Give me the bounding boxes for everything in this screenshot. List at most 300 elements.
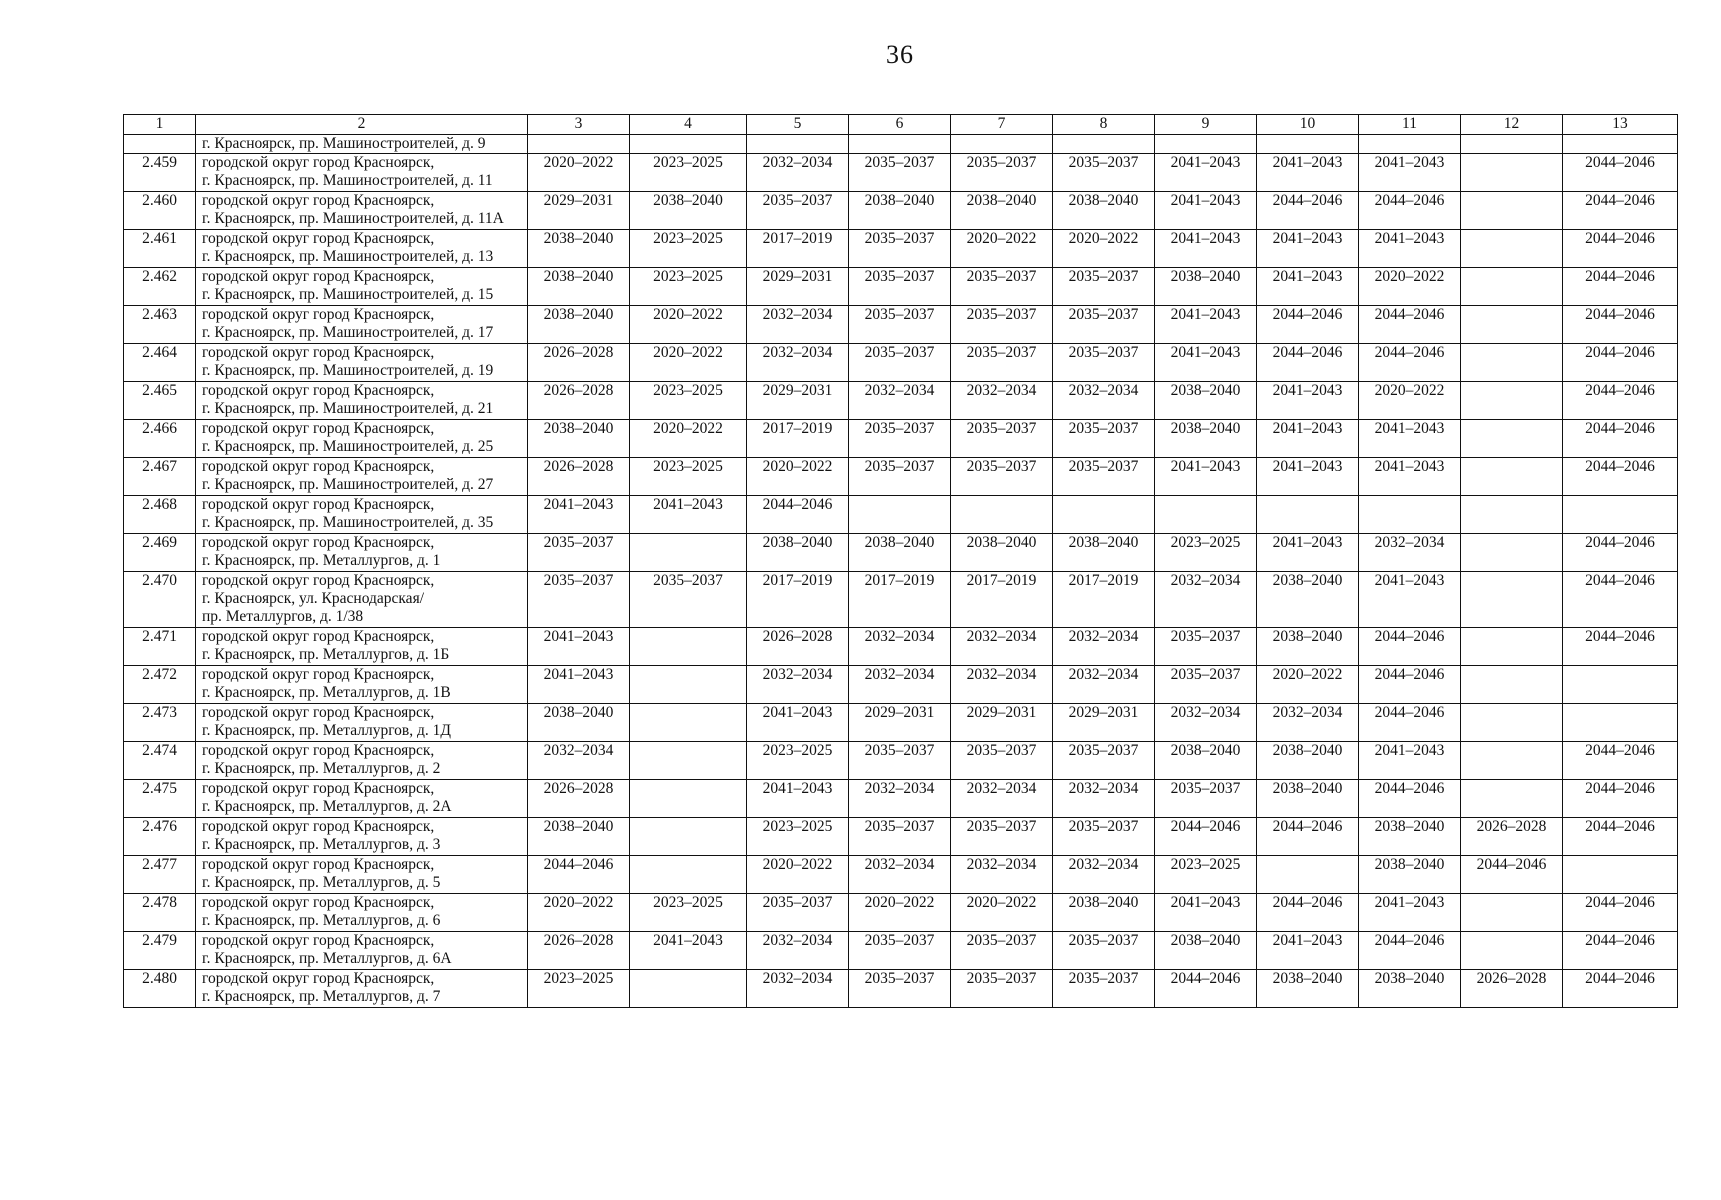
period-cell: 2032–2034 [1053,856,1155,894]
table-row [124,970,1678,1008]
period-cell [630,135,747,154]
period-cell [1257,856,1359,894]
table-row [124,344,1678,382]
period-cell: 2044–2046 [1563,818,1678,856]
period-cell [1563,704,1678,742]
period-cell: 2035–2037 [1053,970,1155,1008]
period-cell: 2041–2043 [1155,230,1257,268]
period-cell: 2038–2040 [1359,856,1461,894]
table-row [124,628,1678,666]
period-cell: 2026–2028 [528,932,630,970]
period-cell [1461,628,1563,666]
period-cell: 2038–2040 [849,192,951,230]
period-cell: 2038–2040 [1155,420,1257,458]
period-cell [1461,458,1563,496]
period-cell: 2038–2040 [1257,970,1359,1008]
period-cell: 2035–2037 [951,420,1053,458]
table-row [124,572,1678,628]
row-number-cell: 2.460 [124,192,196,230]
period-cell: 2038–2040 [1053,192,1155,230]
period-cell [1563,666,1678,704]
address-cell: городской округ город Красноярск, г. Красноярск, ул. Краснодарская/ пр. Металлургов, д. 1/38 [196,572,528,628]
table-row [124,496,1678,534]
address-cell: городской округ город Красноярск, г. Красноярск, пр. Металлургов, д. 1Б [196,628,528,666]
period-cell [1257,135,1359,154]
period-cell: 2032–2034 [1053,666,1155,704]
table-row [124,230,1678,268]
period-cell: 2041–2043 [528,666,630,704]
period-cell [849,135,951,154]
period-cell [1053,496,1155,534]
period-cell: 2038–2040 [1257,628,1359,666]
period-cell: 2023–2025 [630,894,747,932]
period-cell [1461,420,1563,458]
period-cell [1461,894,1563,932]
period-cell: 2038–2040 [1155,268,1257,306]
period-cell: 2029–2031 [528,192,630,230]
period-cell: 2044–2046 [1359,932,1461,970]
period-cell [1461,135,1563,154]
period-cell: 2020–2022 [849,894,951,932]
row-number-cell: 2.459 [124,154,196,192]
period-cell: 2038–2040 [1053,534,1155,572]
address-cell: городской округ город Красноярск, г. Красноярск, пр. Металлургов, д. 2 [196,742,528,780]
period-cell [1461,666,1563,704]
address-cell: городской округ город Красноярск, г. Красноярск, пр. Машиностроителей, д. 35 [196,496,528,534]
repair-schedule-table [123,114,1678,1008]
column-header: 7 [951,115,1053,135]
period-cell: 2032–2034 [1155,572,1257,628]
column-header: 12 [1461,115,1563,135]
period-cell: 2035–2037 [951,306,1053,344]
period-cell [1461,268,1563,306]
column-header: 1 [124,115,196,135]
period-cell: 2044–2046 [1359,780,1461,818]
period-cell: 2041–2043 [1257,420,1359,458]
period-cell: 2029–2031 [951,704,1053,742]
period-cell: 2044–2046 [1257,306,1359,344]
table-row [124,154,1678,192]
period-cell: 2035–2037 [849,230,951,268]
row-number-cell: 2.465 [124,382,196,420]
address-cell: городской округ город Красноярск, г. Красноярск, пр. Металлургов, д. 5 [196,856,528,894]
period-cell: 2020–2022 [747,458,849,496]
period-cell: 2041–2043 [1155,192,1257,230]
period-cell: 2041–2043 [1257,932,1359,970]
period-cell: 2032–2034 [1155,704,1257,742]
period-cell: 2041–2043 [1359,420,1461,458]
page-number: 36 [886,40,914,69]
period-cell: 2023–2025 [630,458,747,496]
period-cell: 2044–2046 [1257,818,1359,856]
row-number-cell: 2.467 [124,458,196,496]
period-cell: 2038–2040 [1155,382,1257,420]
period-cell [1563,496,1678,534]
period-cell: 2029–2031 [1053,704,1155,742]
column-header: 2 [196,115,528,135]
period-cell: 2032–2034 [951,628,1053,666]
period-cell: 2035–2037 [951,818,1053,856]
column-header: 9 [1155,115,1257,135]
period-cell: 2044–2046 [1257,344,1359,382]
row-number-cell: 2.476 [124,818,196,856]
period-cell: 2044–2046 [1461,856,1563,894]
period-cell: 2038–2040 [849,534,951,572]
period-cell: 2032–2034 [1257,704,1359,742]
row-number-cell: 2.478 [124,894,196,932]
period-cell: 2020–2022 [630,420,747,458]
row-number-cell: 2.463 [124,306,196,344]
period-cell: 2023–2025 [528,970,630,1008]
period-cell: 2035–2037 [1053,268,1155,306]
period-cell: 2038–2040 [1257,780,1359,818]
row-number-cell: 2.480 [124,970,196,1008]
period-cell [630,818,747,856]
period-cell: 2032–2034 [951,856,1053,894]
period-cell: 2029–2031 [849,704,951,742]
period-cell [630,856,747,894]
row-number-cell: 2.472 [124,666,196,704]
period-cell: 2038–2040 [528,704,630,742]
period-cell: 2035–2037 [1053,742,1155,780]
table-row [124,420,1678,458]
table-row [124,742,1678,780]
row-number-cell: 2.461 [124,230,196,268]
period-cell: 2026–2028 [528,344,630,382]
period-cell [1359,135,1461,154]
period-cell: 2035–2037 [951,344,1053,382]
period-cell [1461,704,1563,742]
period-cell: 2020–2022 [1257,666,1359,704]
address-cell: городской округ город Красноярск, г. Красноярск, пр. Машиностроителей, д. 17 [196,306,528,344]
period-cell: 2041–2043 [1359,458,1461,496]
period-cell: 2038–2040 [951,534,1053,572]
period-cell: 2035–2037 [528,572,630,628]
period-cell [1461,344,1563,382]
period-cell: 2041–2043 [630,932,747,970]
period-cell: 2041–2043 [1359,154,1461,192]
row-number-cell: 2.464 [124,344,196,382]
row-number-cell: 2.462 [124,268,196,306]
period-cell: 2035–2037 [1053,818,1155,856]
period-cell: 2035–2037 [747,192,849,230]
column-header: 5 [747,115,849,135]
period-cell: 2038–2040 [528,268,630,306]
period-cell: 2020–2022 [630,306,747,344]
period-cell: 2038–2040 [1359,970,1461,1008]
row-number-cell: 2.473 [124,704,196,742]
table-row [124,704,1678,742]
period-cell: 2041–2043 [1155,458,1257,496]
period-cell: 2017–2019 [1053,572,1155,628]
period-cell: 2026–2028 [528,382,630,420]
period-cell [1461,572,1563,628]
period-cell: 2032–2034 [747,344,849,382]
table-row-continuation [124,135,1678,154]
period-cell [1461,496,1563,534]
period-cell: 2044–2046 [1359,666,1461,704]
table-row [124,856,1678,894]
period-cell: 2044–2046 [1563,420,1678,458]
period-cell: 2035–2037 [849,932,951,970]
table-row [124,666,1678,704]
period-cell: 2035–2037 [528,534,630,572]
period-cell: 2044–2046 [1563,780,1678,818]
period-cell: 2038–2040 [1257,742,1359,780]
period-cell: 2035–2037 [630,572,747,628]
period-cell: 2032–2034 [1053,382,1155,420]
row-number-cell: 2.471 [124,628,196,666]
period-cell [1563,135,1678,154]
period-cell: 2044–2046 [1563,382,1678,420]
period-cell [1155,496,1257,534]
period-cell: 2044–2046 [1563,268,1678,306]
period-cell: 2038–2040 [528,306,630,344]
period-cell: 2017–2019 [951,572,1053,628]
period-cell: 2035–2037 [849,742,951,780]
period-cell [1359,496,1461,534]
period-cell: 2041–2043 [630,496,747,534]
row-number-cell: 2.479 [124,932,196,970]
period-cell: 2035–2037 [1053,154,1155,192]
period-cell: 2038–2040 [1155,932,1257,970]
period-cell [1257,496,1359,534]
period-cell: 2035–2037 [1053,306,1155,344]
period-cell: 2032–2034 [1359,534,1461,572]
period-cell: 2026–2028 [1461,970,1563,1008]
period-cell: 2044–2046 [1563,970,1678,1008]
period-cell [747,135,849,154]
period-cell: 2044–2046 [747,496,849,534]
period-cell: 2044–2046 [1359,628,1461,666]
period-cell [1461,534,1563,572]
period-cell [1461,306,1563,344]
period-cell: 2032–2034 [849,780,951,818]
period-cell: 2032–2034 [951,666,1053,704]
period-cell: 2038–2040 [528,420,630,458]
period-cell: 2023–2025 [747,742,849,780]
period-cell: 2032–2034 [747,666,849,704]
period-cell: 2041–2043 [1257,534,1359,572]
period-cell: 2020–2022 [1359,382,1461,420]
period-cell: 2038–2040 [528,230,630,268]
period-cell: 2020–2022 [1053,230,1155,268]
address-cell: городской округ город Красноярск, г. Красноярск, пр. Машиностроителей, д. 15 [196,268,528,306]
period-cell: 2032–2034 [747,306,849,344]
period-cell: 2041–2043 [1155,306,1257,344]
period-cell: 2041–2043 [528,496,630,534]
period-cell: 2020–2022 [1359,268,1461,306]
period-cell: 2041–2043 [1257,382,1359,420]
address-cell: городской округ город Красноярск, г. Красноярск, пр. Машиностроителей, д. 25 [196,420,528,458]
period-cell: 2044–2046 [1155,970,1257,1008]
address-cell: городской округ город Красноярск, г. Красноярск, пр. Машиностроителей, д. 21 [196,382,528,420]
period-cell: 2026–2028 [528,458,630,496]
period-cell: 2023–2025 [747,818,849,856]
period-cell [1461,192,1563,230]
period-cell: 2044–2046 [1563,306,1678,344]
period-cell: 2026–2028 [528,780,630,818]
period-cell [951,496,1053,534]
period-cell: 2035–2037 [951,742,1053,780]
period-cell: 2038–2040 [747,534,849,572]
period-cell: 2044–2046 [1359,344,1461,382]
period-cell: 2035–2037 [849,970,951,1008]
address-cell: городской округ город Красноярск, г. Красноярск, пр. Металлургов, д. 1Д [196,704,528,742]
period-cell: 2038–2040 [1257,572,1359,628]
period-cell: 2032–2034 [747,154,849,192]
period-cell: 2035–2037 [849,818,951,856]
period-cell: 2035–2037 [1155,628,1257,666]
table-row [124,818,1678,856]
period-cell: 2032–2034 [849,628,951,666]
table-row [124,268,1678,306]
period-cell: 2020–2022 [630,344,747,382]
table-row [124,534,1678,572]
column-header: 11 [1359,115,1461,135]
period-cell [1563,856,1678,894]
period-cell: 2041–2043 [747,780,849,818]
period-cell: 2023–2025 [1155,856,1257,894]
address-cell: г. Красноярск, пр. Машиностроителей, д. 9 [196,135,528,154]
period-cell [630,780,747,818]
address-cell: городской округ город Красноярск, г. Красноярск, пр. Металлургов, д. 6 [196,894,528,932]
address-cell: городской округ город Красноярск, г. Красноярск, пр. Металлургов, д. 1В [196,666,528,704]
period-cell [1461,154,1563,192]
period-cell: 2044–2046 [1257,894,1359,932]
column-header: 4 [630,115,747,135]
table-row [124,894,1678,932]
period-cell: 2032–2034 [747,932,849,970]
column-header: 8 [1053,115,1155,135]
period-cell [849,496,951,534]
period-cell: 2035–2037 [849,344,951,382]
period-cell: 2035–2037 [1155,780,1257,818]
period-cell: 2032–2034 [747,970,849,1008]
period-cell [1053,135,1155,154]
period-cell: 2023–2025 [630,154,747,192]
period-cell: 2041–2043 [1359,572,1461,628]
period-cell: 2029–2031 [747,382,849,420]
period-cell: 2032–2034 [528,742,630,780]
period-cell: 2041–2043 [1359,742,1461,780]
period-cell: 2020–2022 [951,894,1053,932]
period-cell: 2023–2025 [1155,534,1257,572]
period-cell: 2035–2037 [849,268,951,306]
period-cell: 2023–2025 [630,382,747,420]
period-cell: 2035–2037 [849,458,951,496]
period-cell: 2035–2037 [1053,458,1155,496]
period-cell: 2035–2037 [1053,344,1155,382]
period-cell: 2044–2046 [528,856,630,894]
period-cell: 2044–2046 [1563,628,1678,666]
period-cell: 2032–2034 [849,666,951,704]
period-cell: 2044–2046 [1563,458,1678,496]
period-cell: 2041–2043 [1257,154,1359,192]
period-cell: 2044–2046 [1563,932,1678,970]
address-cell: городской округ город Красноярск, г. Красноярск, пр. Металлургов, д. 2А [196,780,528,818]
period-cell: 2035–2037 [1155,666,1257,704]
period-cell: 2026–2028 [1461,818,1563,856]
period-cell: 2044–2046 [1359,306,1461,344]
period-cell: 2017–2019 [849,572,951,628]
period-cell: 2035–2037 [1053,420,1155,458]
table-row [124,382,1678,420]
period-cell [1155,135,1257,154]
period-cell: 2017–2019 [747,420,849,458]
period-cell [630,628,747,666]
period-cell: 2032–2034 [951,382,1053,420]
period-cell: 2020–2022 [528,154,630,192]
period-cell: 2041–2043 [1359,230,1461,268]
period-cell [1461,382,1563,420]
address-cell: городской округ город Красноярск, г. Красноярск, пр. Машиностроителей, д. 11 [196,154,528,192]
period-cell: 2017–2019 [747,572,849,628]
period-cell: 2020–2022 [528,894,630,932]
period-cell: 2032–2034 [1053,780,1155,818]
column-header: 6 [849,115,951,135]
row-number-cell: 2.470 [124,572,196,628]
period-cell: 2032–2034 [849,856,951,894]
column-header: 10 [1257,115,1359,135]
row-number-cell: 2.477 [124,856,196,894]
period-cell: 2044–2046 [1563,344,1678,382]
period-cell: 2044–2046 [1563,534,1678,572]
period-cell: 2035–2037 [951,970,1053,1008]
period-cell: 2035–2037 [747,894,849,932]
period-cell [528,135,630,154]
period-cell: 2035–2037 [951,932,1053,970]
address-cell: городской округ город Красноярск, г. Красноярск, пр. Машиностроителей, д. 13 [196,230,528,268]
row-number-cell: 2.469 [124,534,196,572]
row-number-cell: 2.474 [124,742,196,780]
period-cell: 2041–2043 [1359,894,1461,932]
period-cell: 2041–2043 [528,628,630,666]
table-row [124,458,1678,496]
period-cell: 2020–2022 [747,856,849,894]
period-cell [630,970,747,1008]
table-row [124,192,1678,230]
period-cell: 2032–2034 [951,780,1053,818]
period-cell: 2044–2046 [1359,192,1461,230]
address-cell: городской округ город Красноярск, г. Красноярск, пр. Машиностроителей, д. 11А [196,192,528,230]
period-cell: 2041–2043 [1155,894,1257,932]
row-number-cell: 2.466 [124,420,196,458]
address-cell: городской округ город Красноярск, г. Красноярск, пр. Металлургов, д. 1 [196,534,528,572]
table-row [124,306,1678,344]
period-cell: 2035–2037 [849,306,951,344]
column-header: 3 [528,115,630,135]
table-row [124,932,1678,970]
address-cell: городской округ город Красноярск, г. Красноярск, пр. Металлургов, д. 7 [196,970,528,1008]
period-cell [630,666,747,704]
period-cell: 2038–2040 [528,818,630,856]
period-cell: 2035–2037 [951,268,1053,306]
period-cell: 2041–2043 [747,704,849,742]
row-number-cell: 2.475 [124,780,196,818]
period-cell [951,135,1053,154]
period-cell: 2038–2040 [951,192,1053,230]
period-cell: 2041–2043 [1155,154,1257,192]
period-cell: 2023–2025 [630,268,747,306]
period-cell [1461,230,1563,268]
period-cell [1461,932,1563,970]
address-cell: городской округ город Красноярск, г. Красноярск, пр. Машиностроителей, д. 19 [196,344,528,382]
period-cell: 2044–2046 [1563,154,1678,192]
period-cell: 2044–2046 [1257,192,1359,230]
row-number-cell: 2.468 [124,496,196,534]
period-cell: 2029–2031 [747,268,849,306]
